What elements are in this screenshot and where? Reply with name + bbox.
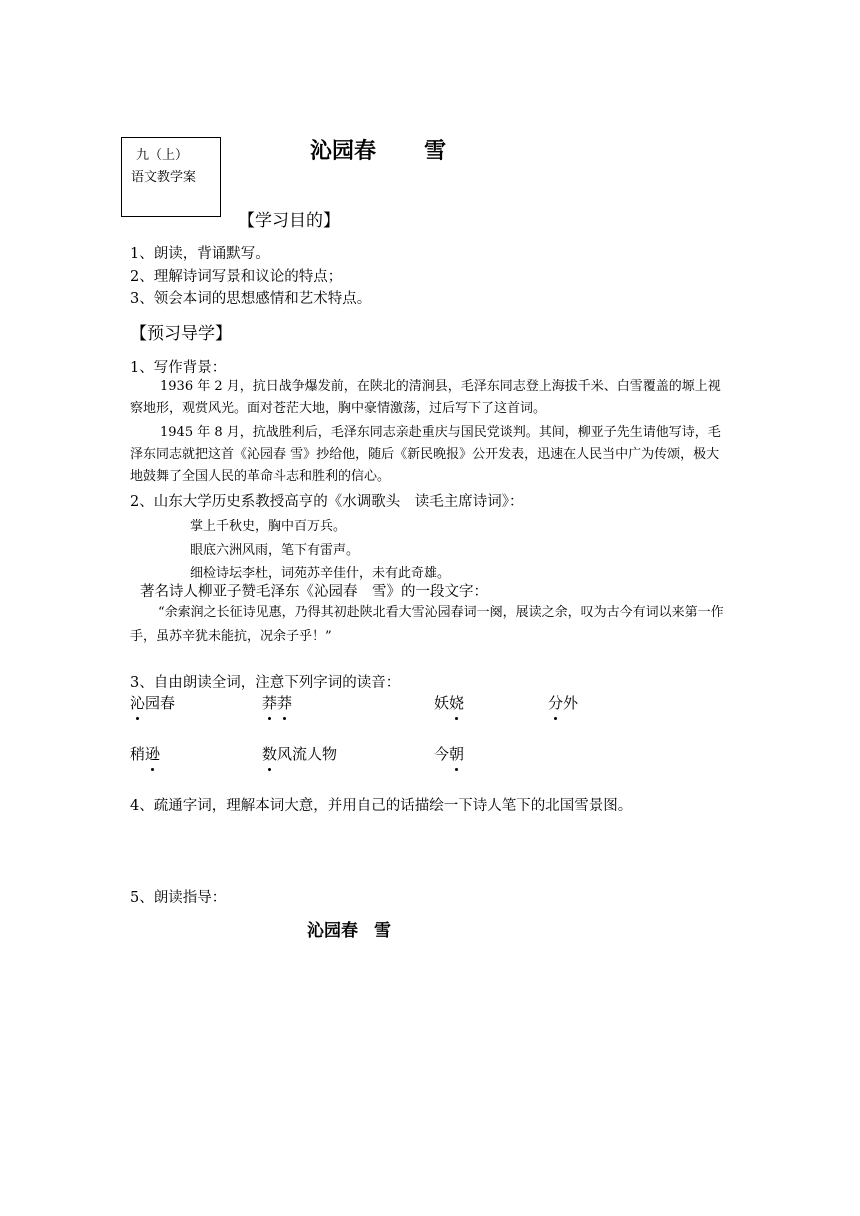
question-3: 3、自由朗读全词，注意下列字词的读音：: [130, 675, 401, 691]
liu-quote: “余索润之长征诗见惠，乃得其初赴陕北看大雪沁园春词一阕，展读之余，叹为古今有词以来第一作手，虽苏辛犹未能抗，况余子乎！”: [130, 605, 724, 644]
poem-title: [307, 916, 391, 941]
vocab-word: 妖娆: [434, 694, 465, 712]
question-4: 4、疏通字词，理解本词大意，并用自己的话描绘一下诗人笔下的北国雪景图。: [130, 798, 633, 814]
question-2: 2、山东大学历史系教授高亨的《水调歌头 读毛主席诗词》：: [130, 494, 524, 510]
page-title: [310, 134, 446, 165]
grade-label: 九（上）: [136, 148, 189, 163]
objective-item: 1、朗读，背诵默写。: [130, 246, 270, 262]
objectives-heading: 【学习目的】: [238, 211, 340, 231]
vocab-word: 今朝: [434, 745, 465, 763]
background-paragraph: 1945 年 8 月，抗战胜利后，毛泽东同志亲赴重庆与国民党谈判。其间，柳亚子先生请他写诗，毛泽东同志就把这首《沁园春 雪》抄给他，随后《新民晚报》公开发表，迅速在人民当中广为传颂，极大地鼓舞了全国人民的革命斗志和胜利的信心。: [130, 425, 721, 484]
vocab-word: 稍逊: [130, 745, 161, 763]
objective-item: 2、理解诗词写景和议论的特点；: [130, 269, 343, 285]
question-1: 1、写作背景：: [130, 360, 227, 376]
vocab-word: 沁园春: [130, 694, 176, 712]
course-label-box: [121, 137, 221, 217]
question-5: 5、朗读指导：: [130, 890, 227, 906]
preview-heading: 【预习导学】: [130, 324, 232, 344]
vocab-word: 分外: [548, 694, 579, 712]
poem-title-part2: 雪: [374, 921, 391, 941]
background-paragraph: 1936 年 2 月，抗日战争爆发前，在陕北的清涧县，毛泽东同志登上海拔千米、白雪覆盖的塬上视察地形，观赏风光。面对苍茫大地，胸中豪情激荡，过后写下了这首词。: [130, 379, 721, 416]
page-title-part1: 沁园春: [310, 138, 377, 164]
objective-item: 3、领会本词的思想感情和艺术特点。: [130, 291, 372, 307]
vocab-word: 数风流人物: [262, 745, 338, 763]
poem-title-part1: 沁园春: [307, 921, 358, 941]
vocab-word: 莽莽: [262, 694, 293, 712]
poem-line: 细检诗坛李杜，词苑苏辛佳什，未有此奇雄。: [190, 566, 451, 581]
page-title-part2: 雪: [424, 138, 447, 164]
subject-label: 语文教学案: [131, 170, 197, 185]
poem-line: 眼底六洲风雨，笔下有雷声。: [190, 543, 360, 558]
liu-intro: 著名诗人柳亚子赞毛泽东《沁园春 雪》的一段文字：: [140, 584, 488, 600]
poem-line: 掌上千秋史，胸中百万兵。: [190, 519, 347, 534]
